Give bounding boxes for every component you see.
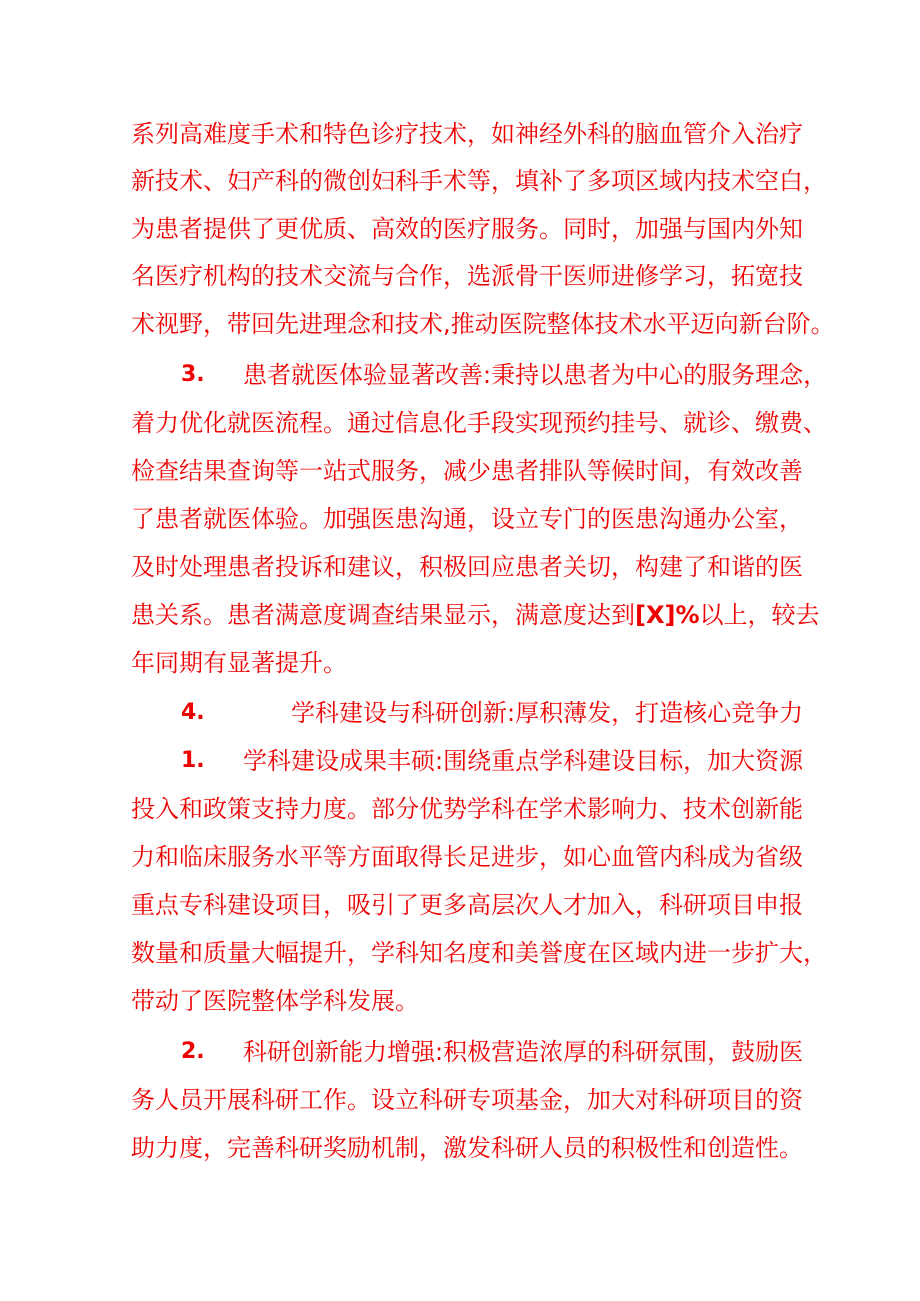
paragraph-line: 新技术、妇产科的微创妇科手术等，填补了多项区域内技术空白， [131, 167, 827, 195]
paragraph-line: 检查结果查询等一站式服务，减少患者排队等候时间，有效改善 [131, 457, 803, 485]
paragraph-text: 以上，较去 [699, 601, 820, 629]
satisfaction-value: [X]% [635, 601, 700, 629]
item-number: 1. [181, 748, 205, 773]
paragraph-line: 系列高难度手术和特色诊疗技术，如神经外科的脑血管介入治疗 [131, 120, 803, 148]
paragraph-line: 及时处理患者投诉和建议，积极回应患者关切，构建了和谐的医 [131, 553, 803, 581]
paragraph-line: 名医疗机构的技术交流与合作，选派骨干医师进修学习，拓宽技 [131, 262, 803, 290]
paragraph-line: 了患者就医体验。加强医患沟通，设立专门的医患沟通办公室， [131, 505, 803, 533]
paragraph-line: 为患者提供了更优质、高效的医疗服务。同时，加强与国内外知 [131, 215, 803, 243]
paragraph-line: 力和临床服务水平等方面取得长足进步，如心血管内科成为省级 [131, 843, 803, 871]
paragraph-line: 着力优化就医流程。通过信息化手段实现预约挂号、就诊、缴费、 [131, 409, 827, 437]
section-heading: 学科建设与科研创新:厚积薄发，打造核心竞争力 [291, 699, 804, 727]
paragraph-line-with-value [131, 592, 820, 638]
paragraph-line: 带动了医院整体学科发展。 [131, 987, 419, 1015]
item-number: 3. [181, 362, 205, 387]
paragraph-line: 重点专科建设项目，吸引了更多高层次人才加入，科研项目申报 [131, 891, 803, 919]
paragraph-line: 投入和政策支持力度。部分优势学科在学术影响力、技术创新能 [131, 795, 803, 823]
item-number: 2. [181, 1039, 205, 1064]
section-number: 4. [181, 700, 205, 725]
paragraph-line: 务人员开展科研工作。设立科研专项基金，加大对科研项目的资 [131, 1086, 803, 1114]
paragraph-line: 助力度，完善科研奖励机制，激发科研人员的积极性和创造性。 [131, 1134, 803, 1162]
paragraph-text: 患关系。患者满意度调查结果显示，满意度达到 [131, 601, 635, 629]
item-heading-line: 学科建设成果丰硕:围绕重点学科建设目标，加大资源 [243, 747, 804, 775]
paragraph-line: 数量和质量大幅提升，学科知名度和美誉度在区域内进一步扩大， [131, 939, 827, 967]
paragraph-line: 年同期有显著提升。 [131, 649, 347, 677]
item-heading-line: 患者就医体验显著改善:秉持以患者为中心的服务理念， [243, 361, 828, 389]
item-heading-line: 科研创新能力增强:积极营造浓厚的科研氛围，鼓励医 [243, 1038, 804, 1066]
paragraph-line: 术视野，带回先进理念和技术,推动医院整体技术水平迈向新台阶。 [131, 310, 835, 338]
